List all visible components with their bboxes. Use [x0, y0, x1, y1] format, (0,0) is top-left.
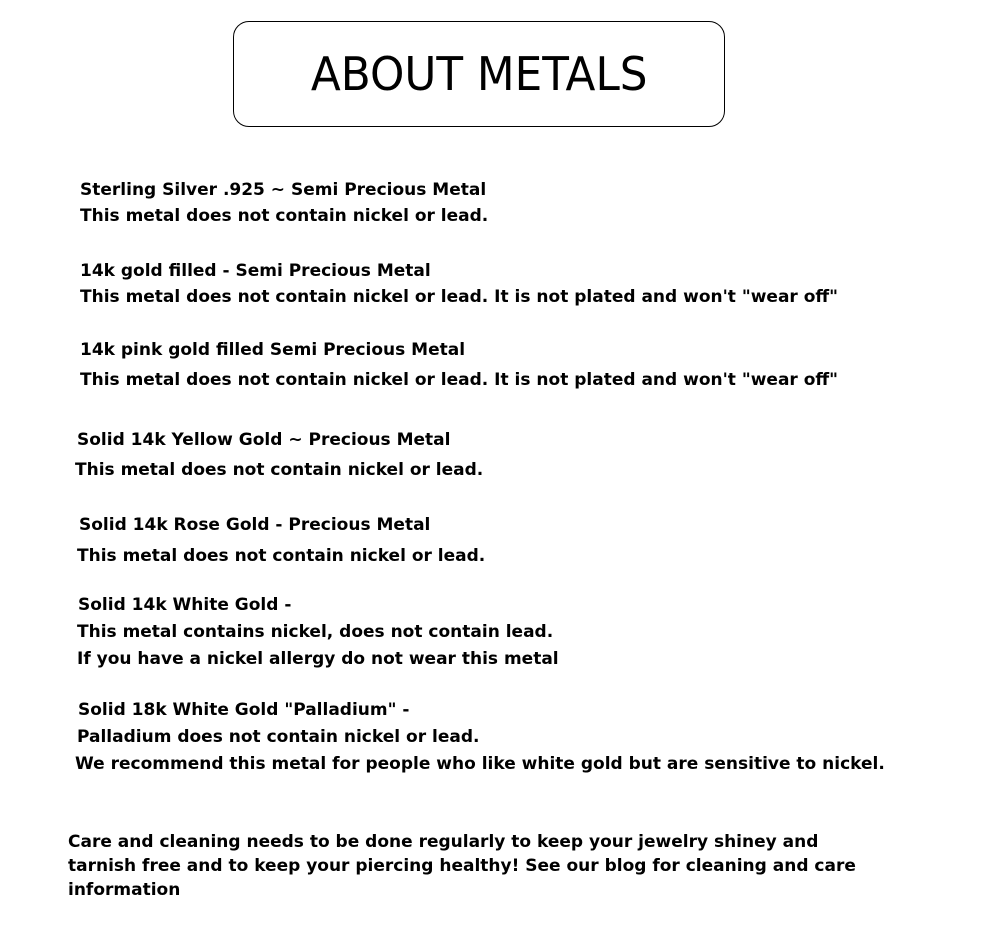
- title-box: [233, 21, 725, 127]
- metal-name: Solid 14k Yellow Gold ~ Precious Metal: [77, 430, 451, 450]
- metal-description: Palladium does not contain nickel or lead.: [77, 727, 480, 747]
- metal-description: We recommend this metal for people who like white gold but are sensitive to nickel.: [75, 754, 885, 774]
- metal-description: This metal does not contain nickel or lead.: [77, 546, 486, 566]
- metal-name: Solid 14k White Gold -: [78, 595, 292, 615]
- care-text: Care and cleaning needs to be done regularly to keep your jewelry shiney and: [68, 832, 819, 852]
- page-title: ABOUT METALS: [310, 47, 648, 101]
- metal-description: This metal contains nickel, does not contain lead.: [77, 622, 554, 642]
- metal-name: 14k gold filled - Semi Precious Metal: [80, 261, 431, 281]
- metal-name: Solid 18k White Gold "Palladium" -: [78, 700, 410, 720]
- metal-name: Solid 14k Rose Gold - Precious Metal: [79, 515, 431, 535]
- metal-description: This metal does not contain nickel or lead. It is not plated and won't "wear off": [80, 370, 839, 390]
- care-text: tarnish free and to keep your piercing healthy! See our blog for cleaning and care: [68, 856, 856, 876]
- metal-description: This metal does not contain nickel or lead.: [80, 206, 489, 226]
- metal-name: 14k pink gold filled Semi Precious Metal: [80, 340, 466, 360]
- metal-description: This metal does not contain nickel or lead.: [75, 460, 484, 480]
- care-text: information: [68, 880, 181, 900]
- metal-description: If you have a nickel allergy do not wear this metal: [77, 649, 559, 669]
- metal-name: Sterling Silver .925 ~ Semi Precious Metal: [80, 180, 487, 200]
- metal-description: This metal does not contain nickel or lead. It is not plated and won't "wear off": [80, 287, 839, 307]
